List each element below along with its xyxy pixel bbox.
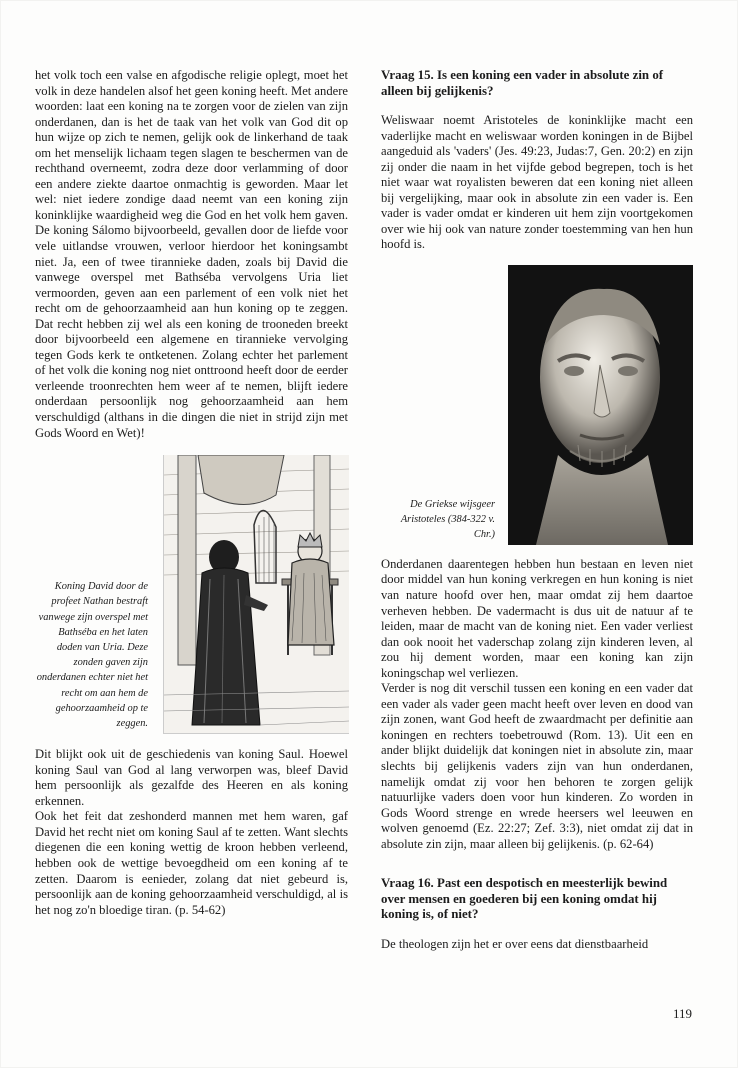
aristotle-figure [381,265,693,545]
page-number: 119 [672,1006,692,1021]
aristotle-bust-photo [508,265,693,545]
david-nathan-figure [35,455,348,733]
left-column [35,68,348,918]
right-paragraph-3: Verder is nog dit verschil tussen een koning en een vader dat een vader als vader geen macht heeft over leven en dood van zijn zonen, want God heeft de zwaardmacht per definitie aan koningen en rechters toebetrouwd (Rom. 13). Uit een en ander blijkt duidelijk dat koningen niet in absolute zin, maar slechts bij gelijkenis vaders zijn van hun onderdanen, namelijk omdat zij voor hen behoren te zorgen gelijk natuurlijke vaders doen voor hun kinderen. Zo worden in Gods Woord strenge en wrede heersers wel leeuwen en wolven genoemd (Ez. 22:27; Zef. 3:3), niet omdat zij dat in absolute zin zijn, maar alleen bij gelijkenis. (p. 62-64) [381,681,693,851]
david-nathan-engraving [163,455,349,734]
aristotle-caption: De Griekse wijsgeer Aristoteles (384-322 v. Chr.) [400,498,495,541]
left-paragraph-2: Dit blijkt ook uit de geschiedenis van koning Saul. Hoewel koning Saul van God al lang verworpen was, bleef David hem persoonlijk als gezalfde des Heeren en als koning erkennen. [35,747,348,808]
question-16-heading: Vraag 16. Past een despotisch en meesterlijk bewind over mensen en goederen bij een koning omdat hij koning is, of niet? [381,876,668,922]
question-15-heading: Vraag 15. Is een koning een vader in absolute zin of alleen bij gelijkenis? [381,68,664,98]
right-column [381,68,693,952]
right-paragraph-2: Onderdanen daarentegen hebben hun bestaan en leven niet door middel van hun koning verkregen en hun koning is niet van nature hoofd over hen, maar omdat zij hem daartoe verheven hebben. De vadermacht is dus uit de natuur af te leiden, maar de macht van de koning niet. Een vader verliest dan ook nooit het vaderschap zolang zijn kinderen leven, al zou hij dement worden, maar een koning kan zijn koningschap wel verliezen. [381,556,693,680]
left-paragraph-1: het volk toch een valse en afgodische religie oplegt, moet het volk in deze handelen alsof het geen koning heeft. Met andere woorden: laat een koning na te zorgen voor de zielen van zijn onderdanen, dan is het de taak van het volk van God dit op hun wijze op zich te nemen, gelijk ook de linkerhand de taak om het menselijk lichaam tegen slagen te beschermen van de rechthand overneemt, zodra deze door verlamming of door een andere ziekte daartoe onmachtig is geworden. Maar let wel: niet iedere zondige daad neemt van een koning zijn koninklijke waardigheid weg die God en het volk hem gaven. De koning Sálomo bijvoorbeeld, gevallen door de liefde voor vele uitlandse vrouwen, verloor hierdoor het koningsambt niet. Ja, een of twee tirannieke daden, zoals bij David die vanwege overspel met Bathséba vervolgens Uria liet vermoorden, geven aan een parlement of een volk niet het recht om de gehoorzaamheid aan hun koning op te zeggen. Dat recht hebben zij wel als een koning de trooneden breekt door bijvoorbeeld een algemene en tirannieke vervolging tegen Gods kerk te ontketenen. Zolang echter het parlement of het volk die koning nog niet onttroond heeft door de eerder verleende troonrechten hem weer af te nemen, blijft iedere onderdaan persoonlijk nog gehoorzaamheid aan hem verschuldigd (althans in die dingen die niet in strijd zijn met Gods Woord en Wet)! [35,68,348,440]
right-paragraph-4: De theologen zijn het er over eens dat dienstbaarheid [381,936,649,951]
david-nathan-caption: Koning David door de profeet Nathan bestraft vanwege zijn overspel met Bathséba en het laten doden van Uria. Deze zonden gaven zijn onderdanen echter niet het recht om aan hem de gehoorzaamheid op te zeggen. [36,581,148,729]
left-paragraph-3: Ook het feit dat zeshonderd mannen met hem waren, gaf David het recht niet om koning Saul af te zetten. Want slechts diegenen die een koning wettig de kroon hebben verleend, hebben ook de wettige bevoegdheid om een koning af te zetten. Daarom is eenieder, zolang dat niet gebeurd is, persoonlijk aan de koning gehoorzaamheid verschuldigd, al is het nog zo'n bloedige tiran. (p. 54-62) [35,809,348,917]
right-paragraph-1: Weliswaar noemt Aristoteles de koninklijke macht een vaderlijke macht en weliswaar worden koningen in de Bijbel aangeduid als 'vaders' (Jes. 49:23, Judas:7, Gen. 20:2) en zijn zij onder die naam in het vijfde gebod begrepen, toch is het niet waar wat royalisten beweren dat een koning niet alleen bij vergelijking, maar ook in absolute zin een vader is. Een vader is vader omdat er kinderen uit hem zijn voortgekomen over wie hij ook van nature zonder toestemming van hen hun hoofd is. [381,113,693,252]
